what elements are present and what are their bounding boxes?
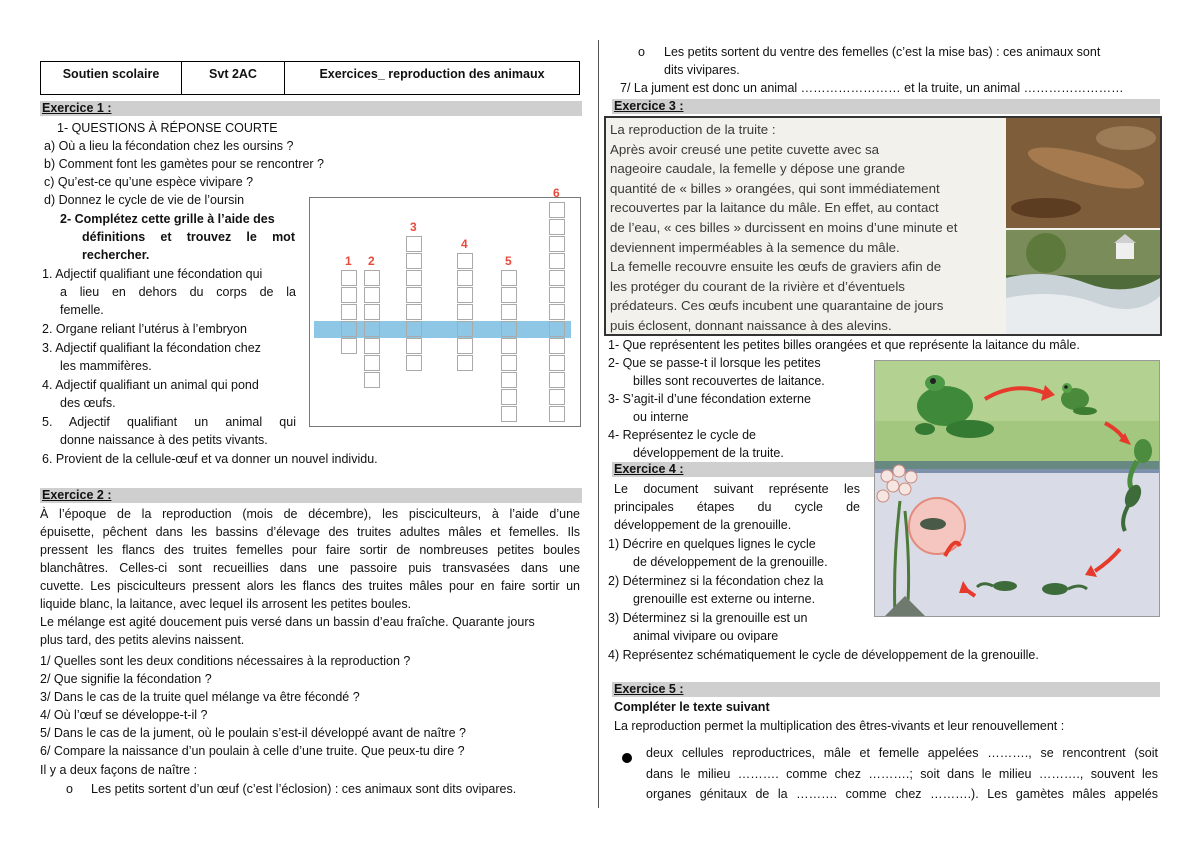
trout-doc-line-5: recouvertes par la laitance du mâle. En effet, au contact (610, 200, 939, 216)
column-divider (598, 40, 599, 808)
crossword-cell (549, 372, 565, 388)
ex4-question-1b: de développement de la grenouille. (633, 555, 828, 569)
crossword-cell (341, 338, 357, 354)
ex4-intro-3: développement de la grenouille. (614, 518, 792, 532)
header-subject: Svt 2AC (182, 62, 285, 95)
ex5-bullet-dot (622, 749, 642, 767)
ex2-question-6: 6/ Compare la naissance d’un poulain à celle d’une truite. Que peux-tu dire ? (40, 744, 465, 758)
crossword-cell (406, 355, 422, 371)
crossword-cell (364, 355, 380, 371)
ex2-bullet-2b: dits vivipares. (664, 63, 740, 77)
ex3-question-4a: 4- Représentez le cycle de (608, 428, 756, 442)
frog-life-cycle-image (874, 360, 1160, 617)
trout-doc-line-1: La reproduction de la truite : (610, 122, 776, 137)
exercise-4-title: Exercice 4 : (612, 462, 874, 477)
ex3-question-2b: billes sont recouvertes de laitance. (633, 374, 825, 388)
ex2-question-3: 3/ Dans le cas de la truite quel mélange va être fécondé ? (40, 690, 360, 704)
trout-photos (1006, 118, 1160, 334)
exercise-5-title: Exercice 5 : (612, 682, 1160, 697)
crossword-number-6: 6 (553, 186, 560, 200)
crossword-cell (457, 287, 473, 303)
ex1-def-1b: a lieu en dehors du corps de la (60, 285, 296, 299)
crossword-cell (549, 389, 565, 405)
crossword-cell (364, 270, 380, 286)
ex2-para-8: plus tard, des petits alevins naissent. (40, 633, 245, 647)
trout-doc-line-7: deviennent imperméables à la semence du mâle. (610, 239, 900, 255)
crossword-cell (406, 253, 422, 269)
ex4-question-2b: grenouille est externe ou interne. (633, 592, 816, 606)
exercise-2-title: Exercice 2 : (40, 488, 582, 503)
trout-doc-line-8: La femelle recouvre ensuite les œufs de graviers afin de (610, 259, 942, 275)
header-title: Exercices_ reproduction des animaux (285, 62, 580, 95)
ex5-bullet-line-1: deux cellules reproductrices, mâle et femelle appelées ………., se rencontrent (soit (646, 746, 1158, 760)
trout-doc-line-11: puis éclosent, donnant naissance à des alevins. (610, 317, 892, 333)
ex2-question-7: 7/ La jument est donc un animal …………………… et la truite, un animal …………………… (620, 81, 1124, 95)
crossword-cell (501, 304, 517, 320)
crossword-cell (501, 389, 517, 405)
crossword-cell (341, 270, 357, 286)
crossword-cell (457, 304, 473, 320)
ex4-intro-1: Le document suivant représente les (614, 482, 860, 496)
ex2-para-5: cuvette. Les pisciculteurs pressent alors les flancs des truites mâles pour en faire sortir un (40, 579, 580, 593)
crossword-cell (364, 338, 380, 354)
crossword-cell (457, 338, 473, 354)
ex4-question-3a: 3) Déterminez si la grenouille est un (608, 611, 808, 625)
ex1-def-6: 6. Provient de la cellule-œuf et va donner un nouvel individu. (42, 452, 378, 466)
crossword-cell (341, 304, 357, 320)
ex1-def-4b: des œufs. (60, 396, 116, 410)
ex1-q2-title-3: rechercher. (82, 248, 150, 262)
crossword-cell (549, 355, 565, 371)
ex5-bullet-line-2: dans le milieu ………. comme chez ……….; soit dans le milieu ………., souvent les (646, 767, 1158, 781)
ex4-question-1a: 1) Décrire en quelques lignes le cycle (608, 537, 816, 551)
trout-spawning-photo (1006, 118, 1160, 228)
ex2-bullet-1-marker: o (66, 782, 73, 796)
egg-closeup-drawing (909, 498, 965, 554)
ex2-question-4: 4/ Où l’œuf se développe-t-il ? (40, 708, 208, 722)
ex5-intro: La reproduction permet la multiplication des êtres-vivants et leur renouvellement : (614, 719, 1065, 733)
trout-document (604, 116, 1162, 336)
ex3-question-3a: 3- S’agit-il d’une fécondation externe (608, 392, 811, 406)
crossword-cell (341, 321, 357, 337)
crossword-cell (501, 338, 517, 354)
crossword-cell (341, 287, 357, 303)
ex1-def-3a: 3. Adjectif qualifiant la fécondation chez (42, 341, 261, 355)
crossword-number-1: 1 (345, 254, 352, 268)
ex5-subtitle: Compléter le texte suivant (614, 700, 770, 714)
ex3-question-1: 1- Que représentent les petites billes orangées et que représente la laitance du mâle. (608, 338, 1080, 352)
crossword-cell (364, 287, 380, 303)
crossword-grid (309, 186, 581, 427)
crossword-cell (549, 321, 565, 337)
ex2-para-1: À l’époque de la reproduction (mois de décembre), les pisciculteurs, à l’aide d’une (40, 507, 580, 521)
crossword-cell (457, 253, 473, 269)
crossword-cell (406, 236, 422, 252)
ex2-bullet-2a: Les petits sortent du ventre des femelles (c’est la mise bas) : ces animaux sont (664, 45, 1101, 59)
crossword-number-2: 2 (368, 254, 375, 268)
ex1-def-4a: 4. Adjectif qualifiant un animal qui pond (42, 378, 259, 392)
ex2-question-5: 5/ Dans le cas de la jument, où le poulain s’est-il développé avant de naître ? (40, 726, 466, 740)
crossword-cell (549, 338, 565, 354)
crossword-number-4: 4 (461, 237, 468, 251)
trout-doc-line-6: de l’eau, « ces billes » durcissent en moins d’une minute et (610, 219, 958, 235)
ex3-question-4b: développement de la truite. (633, 446, 784, 460)
crossword-cell (549, 219, 565, 235)
crossword-cell (549, 406, 565, 422)
crossword-cell (457, 355, 473, 371)
crossword-cell (501, 372, 517, 388)
trout-doc-line-3: nageoire caudale, la femelle y dépose une grande (610, 161, 905, 177)
header-course: Soutien scolaire (41, 62, 182, 95)
trout-doc-line-4: quantité de « billes » orangées, qui sont immédiatement (610, 180, 940, 196)
ex5-bullet-line-3: organes génitaux de la ………. comme chez ……….). Les gamètes mâles appelés (646, 787, 1158, 801)
ex1-def-1c: femelle. (60, 303, 104, 317)
frog-cycle-drawing (875, 361, 1159, 616)
exercise-3-title: Exercice 3 : (612, 99, 1160, 114)
ex2-question-2: 2/ Que signifie la fécondation ? (40, 672, 212, 686)
crossword-number-3: 3 (410, 220, 417, 234)
ex1-q1-title: 1- QUESTIONS À RÉPONSE COURTE (57, 121, 278, 135)
crossword-cell (406, 321, 422, 337)
ex1-q1-b: b) Comment font les gamètes pour se rencontrer ? (44, 157, 324, 171)
crossword-cell (406, 270, 422, 286)
header-table (40, 61, 580, 95)
crossword-cell (549, 270, 565, 286)
ex2-two-ways: Il y a deux façons de naître : (40, 763, 198, 777)
ex4-question-2a: 2) Déterminez si la fécondation chez la (608, 574, 824, 588)
crossword-cell (457, 270, 473, 286)
trout-document-text (610, 120, 1005, 336)
ex4-question-3b: animal vivipare ou ovipare (633, 629, 779, 643)
crossword-cell (364, 304, 380, 320)
crossword-cell (501, 270, 517, 286)
crossword-cell (406, 287, 422, 303)
trout-doc-line-2: Après avoir creusé une petite cuvette avec sa (610, 141, 880, 157)
ex2-bullet-2-marker: o (638, 45, 645, 59)
river-photo (1006, 230, 1160, 334)
ex2-para-3: pressent les flancs des truites femelles pour faire sortir de nombreuses petites boules (40, 543, 580, 557)
trout-doc-line-10: prédateurs. Ces œufs incubent une quarantaine de jours (610, 298, 944, 314)
crossword-cell (549, 287, 565, 303)
ex1-q2-title-2: définitions et trouvez le mot (82, 230, 295, 244)
ex1-def-2: 2. Organe reliant l’utérus à l’embryon (42, 322, 247, 336)
ex4-question-4: 4) Représentez schématiquement le cycle de développement de la grenouille. (608, 648, 1039, 662)
ex1-def-5b: donne naissance à des petits vivants. (60, 433, 268, 447)
crossword-cell (549, 304, 565, 320)
ex1-q1-c: c) Qu’est-ce qu’une espèce vivipare ? (44, 175, 254, 189)
crossword-cell (364, 372, 380, 388)
ex1-def-5a: 5. Adjectif qualifiant un animal qui (42, 415, 296, 429)
crossword-cell (364, 321, 380, 337)
ex2-para-7: Le mélange est agité doucement puis versé dans un bassin d’eau fraîche. Quarante jours (40, 615, 535, 629)
ex1-def-3b: les mammifères. (60, 359, 152, 373)
crossword-cell (549, 236, 565, 252)
ex1-q2-title-1: 2- Complétez cette grille à l’aide des (60, 212, 275, 226)
crossword-cell (501, 355, 517, 371)
ex1-q1-a: a) Où a lieu la fécondation chez les oursins ? (44, 139, 294, 153)
ex2-para-6: liquide blanc, la laitance, avec lequel ils arrosent les petites boules. (40, 597, 412, 611)
crossword-number-5: 5 (505, 254, 512, 268)
ex1-def-1a: 1. Adjectif qualifiant une fécondation qui (42, 267, 263, 281)
crossword-cell (406, 338, 422, 354)
crossword-cell (501, 406, 517, 422)
trout-doc-line-9: les protéger du courant de la rivière et d’éventuels (610, 278, 905, 294)
ex1-q1-d: d) Donnez le cycle de vie de l’oursin (44, 193, 245, 207)
crossword-cell (501, 287, 517, 303)
ex2-para-2: épuisette, pêchent dans les bassins d’élevage des truites adultes mâles et femelles. Ils (40, 525, 580, 539)
exercise-1-title: Exercice 1 : (40, 101, 582, 116)
crossword-cell (549, 202, 565, 218)
crossword-cell (406, 304, 422, 320)
ex3-question-3b: ou interne (633, 410, 689, 424)
crossword-cell (457, 321, 473, 337)
ex2-bullet-1: Les petits sortent d’un œuf (c’est l’éclosion) : ces animaux sont dits ovipares. (91, 782, 517, 796)
ex2-para-4: blanchâtres. Celles-ci sont recueillies dans une passoire puis transvasées dans une (40, 561, 580, 575)
ex4-intro-2: principales étapes du cycle de (614, 500, 860, 514)
ex3-question-2a: 2- Que se passe-t il lorsque les petites (608, 356, 821, 370)
crossword-cell (501, 321, 517, 337)
ex2-question-1: 1/ Quelles sont les deux conditions nécessaires à la reproduction ? (40, 654, 411, 668)
crossword-cell (549, 253, 565, 269)
